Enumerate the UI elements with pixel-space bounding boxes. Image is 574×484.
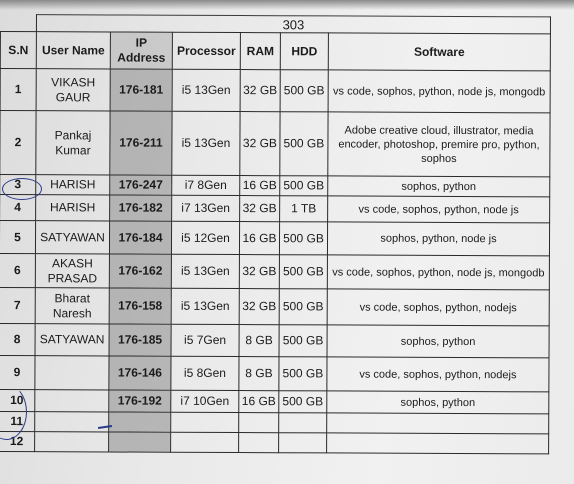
cell-ram: 16 GB: [239, 391, 279, 413]
cell-software: sophos, python: [327, 325, 549, 358]
cell-sn: 10: [0, 389, 35, 411]
paper-edge-shadow: [0, 0, 574, 10]
cell-hdd: 500 GB: [279, 325, 327, 357]
cell-user-name: [35, 432, 109, 452]
cell-processor: i5 13Gen: [172, 69, 240, 111]
table-row: [0, 287, 549, 325]
cell-ip-address: 176-181: [110, 69, 172, 111]
cell-ip-address: 176-247: [110, 175, 172, 195]
cell-software: [327, 413, 549, 434]
pen-circle-row-3: [2, 178, 42, 200]
cell-sn: 12: [0, 431, 35, 451]
cell-processor: i5 13Gen: [171, 254, 239, 288]
header-row: [0, 32, 550, 71]
cell-ram: 16 GB: [239, 222, 279, 255]
cell-ip-address: 176-182: [110, 195, 172, 221]
table-title: 303: [36, 15, 550, 34]
cell-hdd: 500 GB: [279, 289, 327, 325]
cell-ip-address: [109, 432, 171, 452]
cell-ram: 32 GB: [240, 70, 280, 112]
table-row: [0, 431, 549, 453]
cell-sn: 6: [0, 253, 35, 287]
cell-sn: 5: [0, 221, 36, 254]
cell-user-name: [35, 412, 109, 432]
cell-software: vs code, sophos, python, node js, mongodb: [328, 70, 550, 113]
cell-software: [327, 433, 549, 454]
cell-hdd: 500 GB: [279, 222, 327, 255]
cell-software: vs code, sophos, python, nodejs: [327, 289, 549, 326]
cell-software: sophos, python: [328, 176, 550, 197]
table-row: [0, 175, 550, 197]
header-software: Software: [328, 33, 550, 71]
cell-sn: 1: [0, 69, 36, 111]
cell-hdd: 500 GB: [280, 176, 328, 196]
cell-hdd: 500 GB: [279, 391, 327, 413]
cell-ip-address: 176-162: [109, 254, 171, 288]
cell-software: sophos, python: [327, 391, 549, 414]
cell-software: Adobe creative cloud, illustrator, media encoder, photoshop, premire pro, python, sophos: [328, 112, 550, 177]
cell-hdd: 500 GB: [279, 255, 327, 289]
cell-user-name: AKASH PRASAD: [35, 254, 109, 288]
cell-processor: i5 12Gen: [171, 221, 239, 254]
cell-software: vs code, sophos, python, nodejs: [327, 357, 549, 392]
cell-processor: [171, 432, 239, 452]
cell-processor: i5 7Gen: [171, 324, 239, 356]
cell-hdd: [279, 433, 327, 453]
header-sn: S.N: [0, 32, 36, 69]
cell-ram: 8 GB: [239, 357, 279, 391]
cell-processor: i7 13Gen: [172, 195, 240, 221]
cell-user-name: Pankaj Kumar: [36, 111, 110, 175]
cell-ip-address: 176-211: [110, 111, 172, 175]
table-row: [0, 221, 550, 256]
cell-hdd: 1 TB: [280, 196, 328, 222]
cell-ram: 32 GB: [239, 255, 279, 289]
cell-hdd: 500 GB: [279, 357, 327, 391]
table-row: [0, 253, 549, 289]
table-row: [0, 69, 550, 113]
cell-ram: [239, 413, 279, 433]
header-hdd: HDD: [280, 33, 328, 70]
cell-user-name: SATYAWAN: [35, 221, 109, 254]
cell-sn: 9: [0, 355, 35, 389]
inventory-table: [0, 14, 551, 454]
table-row: [0, 389, 549, 413]
cell-user-name: [35, 390, 109, 412]
header-user-name: User Name: [36, 32, 110, 69]
cell-processor: i5 13Gen: [172, 111, 240, 175]
cell-user-name: Bharat Naresh: [35, 288, 109, 324]
cell-ip-address: 176-158: [109, 288, 171, 324]
table-row: [0, 111, 550, 177]
cell-software: vs code, sophos, python, node js, mongodb: [327, 255, 549, 290]
cell-ram: 8 GB: [239, 325, 279, 357]
cell-software: vs code, sophos, python, node js: [328, 196, 550, 223]
cell-ram: 32 GB: [239, 289, 279, 325]
cell-sn: 4: [0, 195, 36, 221]
header-processor: Processor: [172, 32, 240, 69]
header-ram: RAM: [240, 33, 280, 70]
cell-user-name: HARISH: [36, 175, 110, 195]
cell-processor: i7 10Gen: [171, 390, 239, 412]
cell-processor: i5 13Gen: [171, 288, 239, 324]
cell-processor: [171, 412, 239, 432]
cell-sn: 11: [0, 411, 35, 431]
cell-ram: 32 GB: [240, 196, 280, 222]
cell-ram: 32 GB: [240, 112, 280, 176]
table-row: [0, 195, 550, 223]
table-row: [0, 323, 549, 357]
cell-ip-address: 176-185: [109, 324, 171, 356]
table-row: [0, 355, 549, 391]
header-ip-address: IP Address: [110, 32, 172, 69]
cell-ram: 16 GB: [240, 176, 280, 196]
cell-sn: 8: [0, 323, 35, 355]
table-row: [0, 411, 549, 433]
cell-ip-address: [109, 412, 171, 432]
cell-user-name: VIKASH GAUR: [36, 69, 110, 111]
cell-ip-address: 176-146: [109, 356, 171, 390]
cell-sn: 3: [0, 175, 36, 195]
cell-sn: 2: [0, 111, 36, 175]
cell-processor: i7 8Gen: [172, 175, 240, 195]
cell-sn: 7: [0, 287, 35, 323]
cell-ip-address: 176-192: [109, 390, 171, 412]
cell-ip-address: 176-184: [109, 221, 171, 254]
cell-hdd: 500 GB: [280, 70, 328, 112]
cell-user-name: SATYAWAN: [35, 324, 109, 356]
cell-ram: [239, 433, 279, 453]
cell-hdd: 500 GB: [280, 112, 328, 176]
cell-processor: i5 8Gen: [171, 356, 239, 390]
cell-user-name: [35, 356, 109, 390]
cell-user-name: HARISH: [36, 195, 110, 221]
cell-software: sophos, python, node js: [327, 222, 549, 256]
cell-hdd: [279, 413, 327, 433]
